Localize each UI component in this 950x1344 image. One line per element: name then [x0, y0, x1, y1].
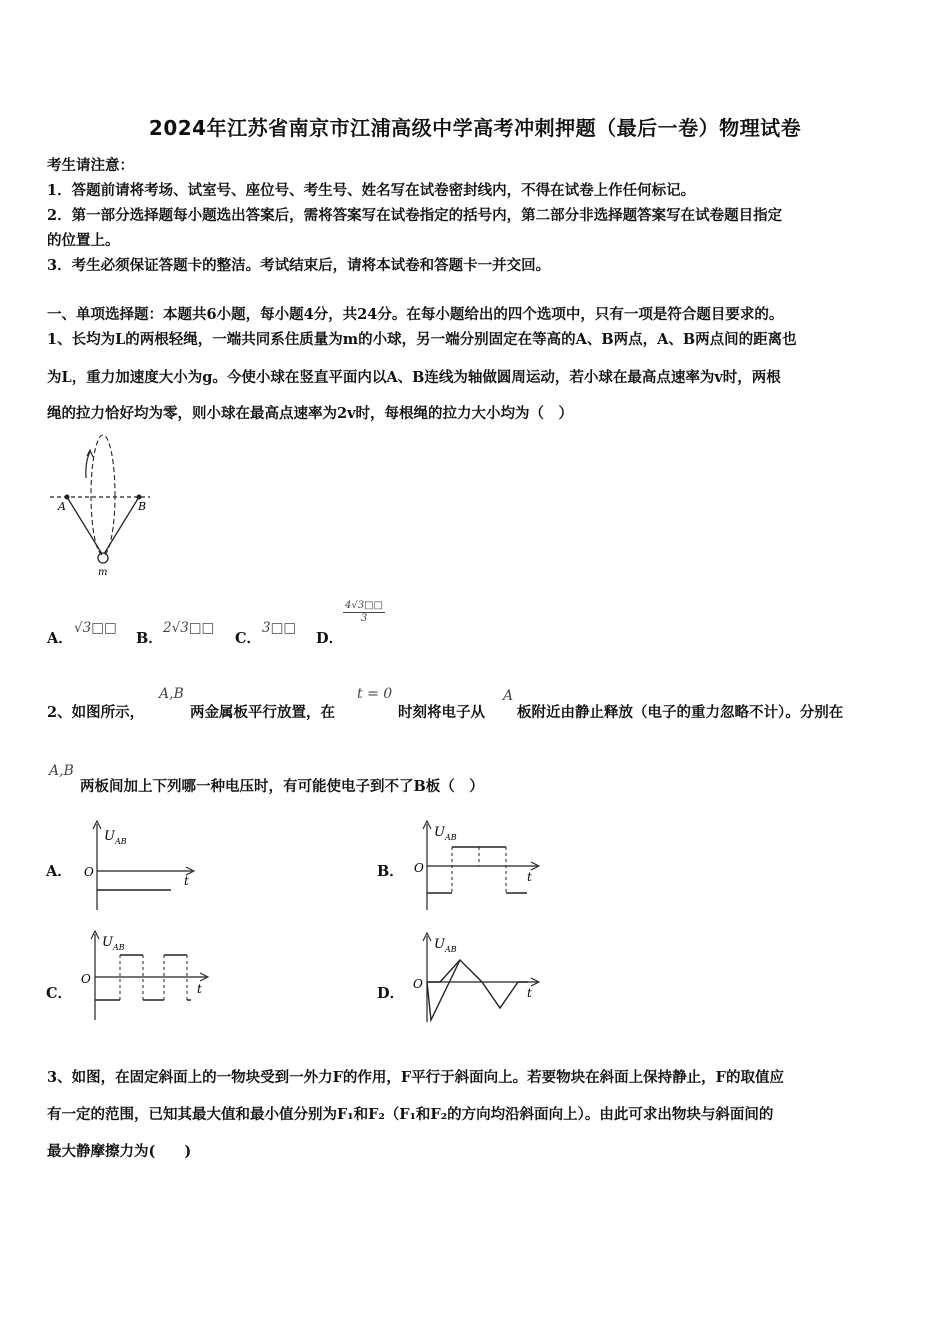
y-label-sub: AB [115, 837, 127, 846]
question-line: 时刻将电子从 [398, 704, 485, 721]
x-label: t [184, 874, 189, 888]
option-letter: B． [136, 630, 163, 647]
question-line: 有一定的范围，已知其最大值和最小值分别为F₁和F₂（F₁和F₂的方向均沿斜面向上）。由此可求出物块与斜面间的 [47, 1106, 774, 1123]
notice-item: 的位置上。 [47, 232, 120, 249]
notice-item: 1．答题前请将考场、试室号、座位号、考生号、姓名写在试卷密封线内，不得在试卷上作任何标记。 [47, 182, 696, 199]
option-letter: A． [46, 863, 72, 880]
arrow-icon [86, 452, 90, 478]
option-value: √3□□ [74, 620, 117, 636]
triangle-wave [427, 960, 528, 1008]
ball [98, 553, 108, 563]
y-label-sub: AB [113, 943, 125, 952]
symbol-ab: A,B [159, 686, 184, 702]
y-label: U [102, 935, 113, 950]
question-line: 两金属板平行放置，在 [190, 704, 335, 721]
question-line: 1、长均为L的两根轻绳，一端共同系住质量为m的小球，另一端分别固定在等高的A、B两点，A、B两点间的距离也 [47, 331, 797, 348]
option-letter: D． [377, 985, 405, 1002]
graph-d [410, 930, 545, 1024]
notice-item: 3．考生必须保证答题卡的整洁。考试结束后，请将本试卷和答题卡一并交回。 [47, 257, 551, 274]
square-wave [427, 847, 527, 893]
label-b: B [138, 500, 147, 513]
page-title: 2024年江苏省南京市江浦高级中学高考冲刺押题（最后一卷）物理试卷 [148, 116, 802, 140]
question-line: 绳的拉力恰好均为零，则小球在最高点速率为2v时，每根绳的拉力大小均为（ ） [47, 405, 574, 422]
origin-label: O [81, 972, 91, 986]
y-label: U [434, 825, 445, 840]
triangle-guide [427, 960, 514, 1018]
question-line: 3、如图，在固定斜面上的一物块受到一外力F的作用，F平行于斜面向上。若要物块在斜面上保持静止，F的取值应 [47, 1069, 784, 1086]
fraction-denominator: 3 [360, 613, 368, 624]
x-label: t [197, 982, 202, 996]
option-letter: C． [46, 985, 73, 1002]
symbol-ab: A,B [49, 763, 74, 779]
y-label: U [434, 937, 445, 952]
triangle-wave-start [427, 960, 460, 1020]
origin-label: O [414, 861, 424, 875]
section-heading: 一、单项选择题：本题共6小题，每小题4分，共24分。在每小题给出的四个选项中，只有一项是符合题目要求的。 [47, 306, 784, 323]
option-letter: A． [47, 630, 73, 647]
option-value: 2√3□□ [163, 620, 215, 636]
graph-c [78, 928, 213, 1022]
y-label-sub: AB [445, 945, 457, 954]
notice-item: 2．第一部分选择题每小题选出答案后，需将答案写在试卷指定的括号内，第二部分非选择题答案写在试卷题目指定 [47, 207, 783, 224]
option-letter: C． [235, 630, 262, 647]
fraction-numerator: 4√3□□ [345, 600, 383, 611]
symbol-t0: t = 0 [357, 686, 393, 702]
question-line: 板附近由静止释放（电子的重力忽略不计）。分别在 [517, 704, 844, 721]
question-line: 为L，重力加速度大小为g。今使小球在竖直平面内以A、B连线为轴做圆周运动，若小球在最高点速率为v时，两根 [47, 369, 781, 386]
x-label: t [527, 870, 532, 884]
y-label-sub: AB [445, 833, 457, 842]
symbol-a: A [503, 688, 514, 704]
label-a: A [58, 500, 66, 513]
option-letter: D． [316, 630, 344, 647]
graph-a [80, 818, 200, 912]
fraction [343, 600, 385, 625]
circular-path [91, 435, 115, 555]
option-letter: B． [377, 863, 404, 880]
origin-label: O [413, 977, 423, 991]
notice-heading: 考生请注意： [47, 157, 134, 174]
origin-label: O [84, 865, 94, 879]
option-value: 3□□ [262, 620, 297, 636]
label-m: m [98, 567, 108, 578]
question-line: 最大静摩擦力为( ) [47, 1143, 192, 1160]
wave-dashes [452, 847, 506, 893]
x-label: t [527, 986, 532, 1000]
y-label: U [104, 829, 115, 844]
question-line: 两板间加上下列哪一种电压时，有可能使电子到不了B板（ ） [80, 778, 484, 795]
graph-b [410, 818, 545, 912]
question-line: 2、如图所示， [47, 704, 145, 721]
q1-pendulum-figure [46, 428, 156, 580]
